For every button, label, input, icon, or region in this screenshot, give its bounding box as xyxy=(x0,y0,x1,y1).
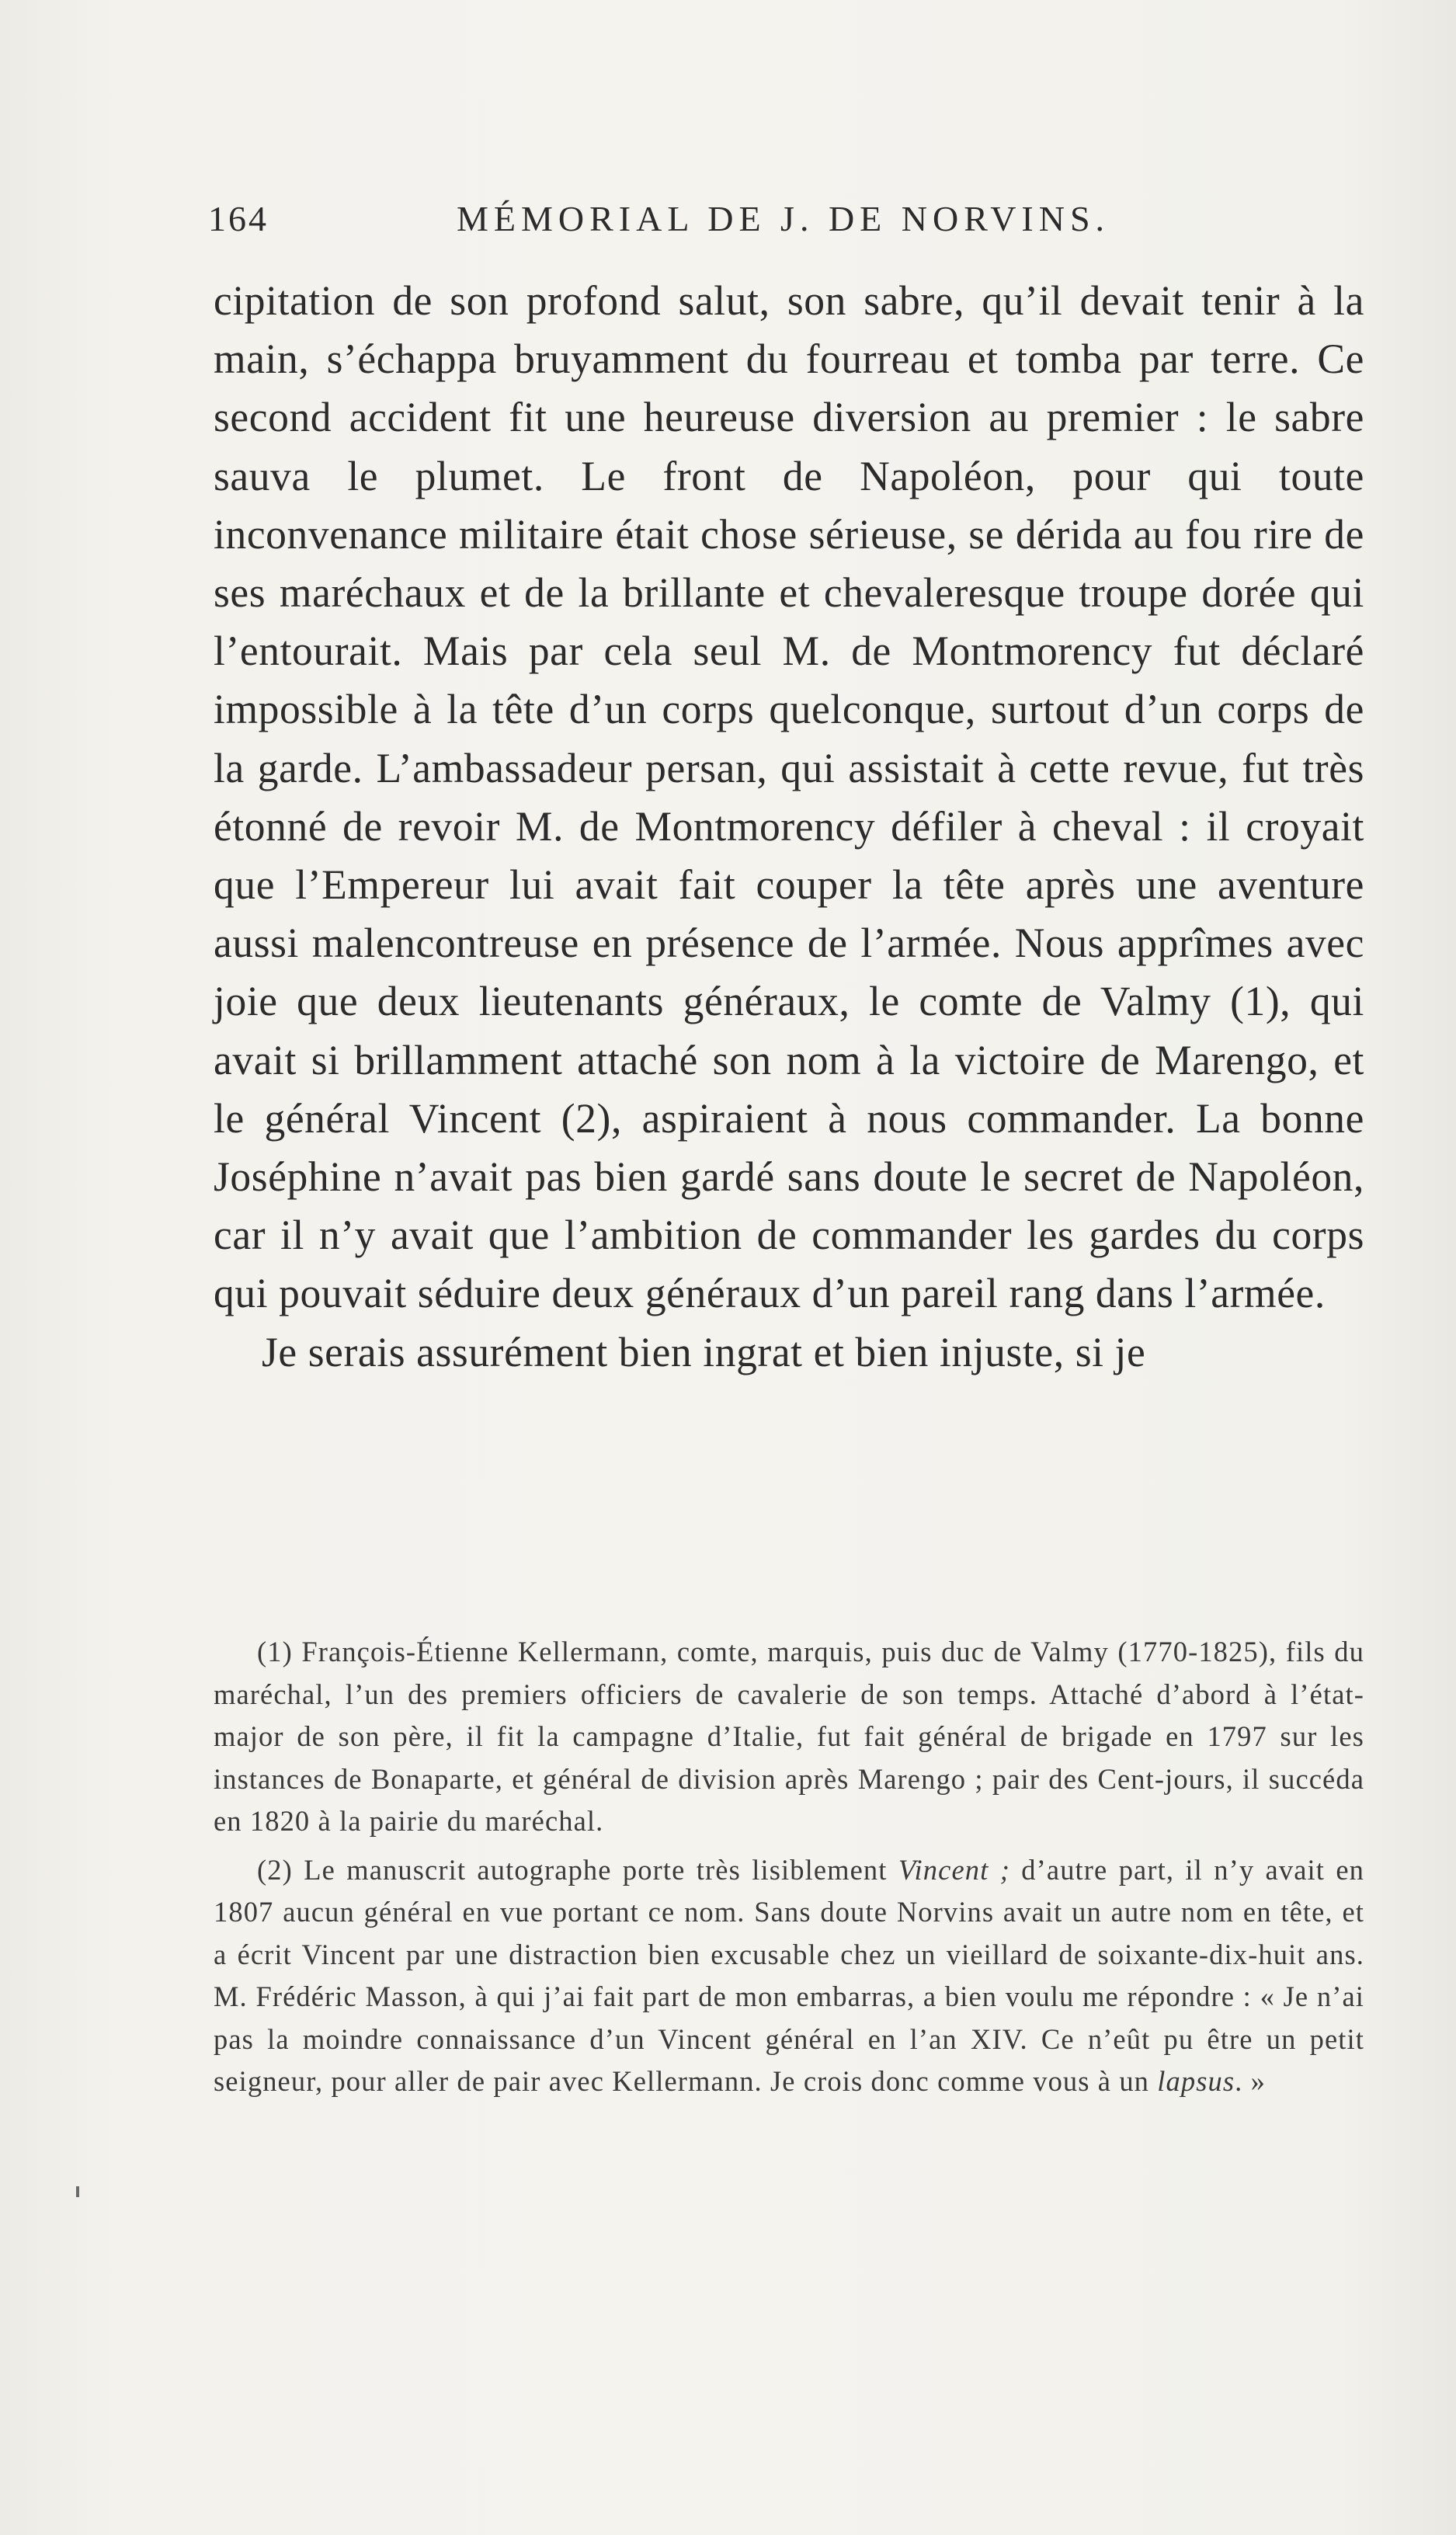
footnote-2-closing: . » xyxy=(1235,2065,1266,2097)
running-title: MÉMORIAL DE J. DE NORVINS. xyxy=(457,199,1110,238)
footnote-2-emphasis: Vincent ; xyxy=(898,1853,1010,1886)
footnote-2-text-continued: d’autre part, il n’y avait en 1807 aucun général en vue portant ce nom. Sans doute Norvins avait un autre nom en tête, et a écrit Vincent par une distraction bien excusable chez un vieillard de soixante-dix-huit ans. M. Frédéric Masson, à qui j’ai fait part de mon embarras, a bien voulu me répondre : « Je n’ai pas la moindre connaissance d’un Vincent général en l’an XIV. Ce n’eût pu être un petit seigneur, pour aller de pair avec Kellermann. Je crois donc comme vous à un xyxy=(214,1853,1364,2097)
footnote-2 xyxy=(214,1849,1364,2103)
footnotes xyxy=(214,1631,1364,2109)
page-number: 164 xyxy=(208,199,269,238)
margin-mark xyxy=(76,2186,79,2197)
body-paragraph: Je serais assurément bien ingrat et bien injuste, si je xyxy=(262,1328,1146,1375)
page-header xyxy=(208,196,1132,242)
footnote-2-lapsus: lapsus xyxy=(1157,2065,1235,2097)
main-text xyxy=(214,272,1364,1382)
body-paragraph: cipitation de son profond salut, son sabre, qu’il devait tenir à la main, s’échappa bruyamment du fourreau et tomba par terre. Ce second accident fit une heureuse diversion au premier : le sabre sauva le plumet. Le front de Napoléon, pour qui toute inconvenance militaire était chose sérieuse, se dérida au fou rire de ses maréchaux et de la brillante et chevaleresque troupe dorée qui l’entourait. Mais par cela seul M. de Montmorency fut déclaré impossible à la tête d’un corps quelconque, surtout d’un corps de la garde. L’ambassadeur persan, qui assistait à cette revue, fut très étonné de revoir M. de Montmorency défiler à cheval : il croyait que l’Empereur lui avait fait couper la tête après une aventure aussi malencontreuse en présence de l’armée. Nous apprîmes avec joie que deux lieutenants généraux, le comte de Valmy (1), qui avait si brillamment attaché son nom à la victoire de Marengo, et le général Vincent (2), aspiraient à nous commander. La bonne Joséphine n’avait pas bien gardé sans doute le secret de Napoléon, car il n’y avait que l’ambition de commander les gardes du corps qui pouvait séduire deux généraux d’un pareil rang dans l’armée. xyxy=(214,277,1364,1317)
footnote-2-text: (2) Le manuscrit autographe porte très lisiblement xyxy=(257,1853,898,1886)
footnote-1: (1) François-Étienne Kellermann, comte, marquis, puis duc de Valmy (1770-1825), fils du maréchal, l’un des premiers officiers de cavalerie de son temps. Attaché d’abord à l’état-major de son père, il fit la campagne d’Italie, fut fait général de brigade en 1797 sur les instances de Bonaparte, et général de division après Marengo ; pair des Cent-jours, il succéda en 1820 à la pairie du maréchal. xyxy=(214,1636,1364,1837)
